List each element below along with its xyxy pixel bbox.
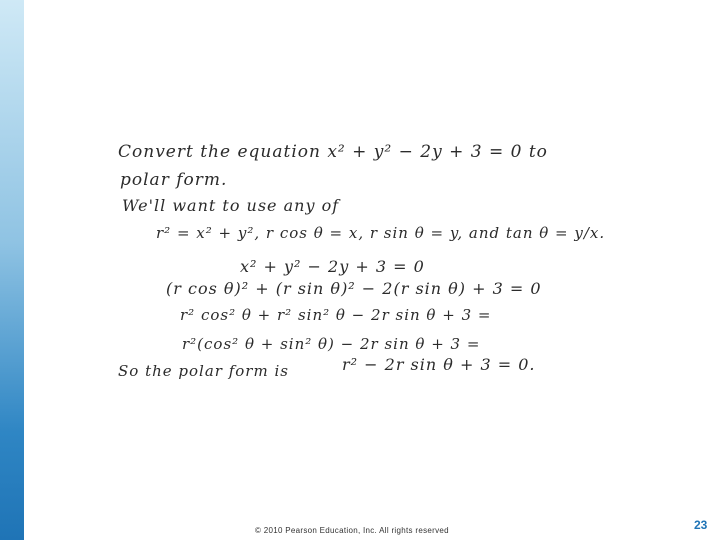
page-number: 23: [694, 518, 708, 532]
conclusion-label: So the polar form is: [118, 362, 289, 380]
equation-step-3: r² cos² θ + r² sin² θ − 2r sin θ + 3 =: [180, 306, 492, 324]
problem-statement-line-2: polar form.: [120, 170, 228, 190]
strategy-line: We'll want to use any of: [122, 196, 340, 215]
copyright-footer: © 2010 Pearson Education, Inc. All rights reserved: [255, 526, 449, 535]
equation-step-1: x² + y² − 2y + 3 = 0: [240, 257, 425, 276]
identities-line: r² = x² + y², r cos θ = x, r sin θ = y, and tan θ = y/x.: [156, 224, 606, 242]
equation-step-2: (r cos θ)² + (r sin θ)² − 2(r sin θ) + 3 = 0: [166, 279, 542, 298]
equation-step-4: r²(cos² θ + sin² θ) − 2r sin θ + 3 =: [182, 335, 481, 353]
problem-statement-line-1: Convert the equation x² + y² − 2y + 3 = 0 to: [118, 142, 548, 162]
polar-form-result: r² − 2r sin θ + 3 = 0.: [342, 355, 536, 374]
left-gradient-bar: [0, 0, 24, 540]
